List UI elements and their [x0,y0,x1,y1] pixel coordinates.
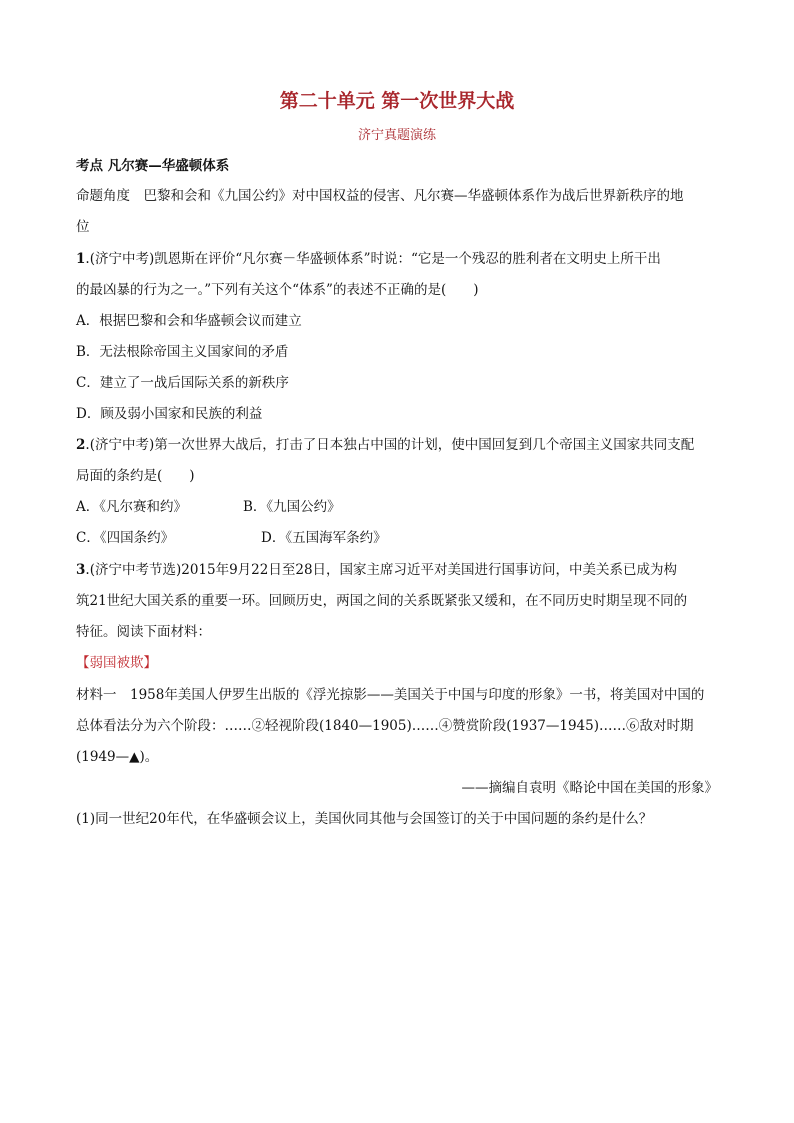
q2-option-c: C．《四国条约》 [76,530,175,546]
q1-line-2: 的最凶暴的行为之一。”下列有关这个“体系”的表述不正确的是( ) [76,282,479,298]
q2-options-row-2 [76,529,724,547]
q3-source: ——摘编自袁明《略论中国在美国的形象》 [461,780,718,796]
q3-number: 3 [76,562,86,578]
q1-number: 1 [76,251,86,267]
q2-option-d: D．《五国海军条约》 [261,530,387,546]
q3-line-2: 筑21世纪大国关系的重要一环。回顾历史，两国之间的关系既紧张又缓和，在不同历史时期呈现不同的 [76,593,688,609]
q1-option-b: B．无法根除帝国主义国家间的矛盾 [76,344,289,360]
q2-line-2: 局面的条约是( ) [76,468,195,484]
q2-text-1: .(济宁中考)第一次世界大战后，打击了日本独占中国的计划，使中国回复到几个帝国主义国家共同支配 [85,437,695,453]
q3-material-line-1: 材料一 1958年美国人伊罗生出版的《浮光掠影——美国关于中国与印度的形象》一书，将美国对中国的 [76,687,705,703]
q1-text-1: .(济宁中考)凯恩斯在评价“凡尔赛－华盛顿体系”时说：“它是一个残忍的胜利者在文明史上所干出 [85,251,661,267]
q3-line-1 [76,561,724,579]
q1-option-d: D．顾及弱小国家和民族的利益 [76,406,263,422]
q3-sub-question-1: (1)同一世纪20年代，在华盛顿会议上，美国伙同其他与会国签订的关于中国问题的条约是什么？ [76,811,653,827]
q3-material-line-3: (1949—▲)。 [76,749,159,765]
q2-line-1 [76,436,724,454]
q1-option-a: A．根据巴黎和会和华盛顿会议而建立 [76,313,302,329]
q1-option-c: C．建立了一战后国际关系的新秩序 [76,375,289,391]
page-subtitle: 济宁真题演练 [357,128,436,143]
q1-line-1 [76,250,724,268]
section-heading: 考点 凡尔赛—华盛顿体系 [76,158,230,174]
angle-line-2: 位 [76,219,90,235]
q2-option-a: A．《凡尔赛和约》 [76,499,187,515]
q2-option-b: B．《九国公约》 [243,499,341,515]
q3-tag: 【弱国被欺】 [76,655,157,671]
angle-line-1: 命题角度 巴黎和会和《九国公约》对中国权益的侵害、凡尔赛—华盛顿体系作为战后世界新秩序的地 [76,188,684,204]
q2-number: 2 [76,437,86,453]
q2-options-row-1 [76,498,724,516]
page-title: 第二十单元 第一次世界大战 [279,90,515,112]
q3-line-3: 特征。阅读下面材料： [76,624,211,640]
q3-material-line-2: 总体看法分为六个阶段：……②轻视阶段(1840—1905)……④赞赏阶段(1937—1945)……⑥敌对时期 [76,718,694,734]
q3-text-1: .(济宁中考节选)2015年9月22日至28日，国家主席习近平对美国进行国事访问，中美关系已成为构 [85,562,678,578]
